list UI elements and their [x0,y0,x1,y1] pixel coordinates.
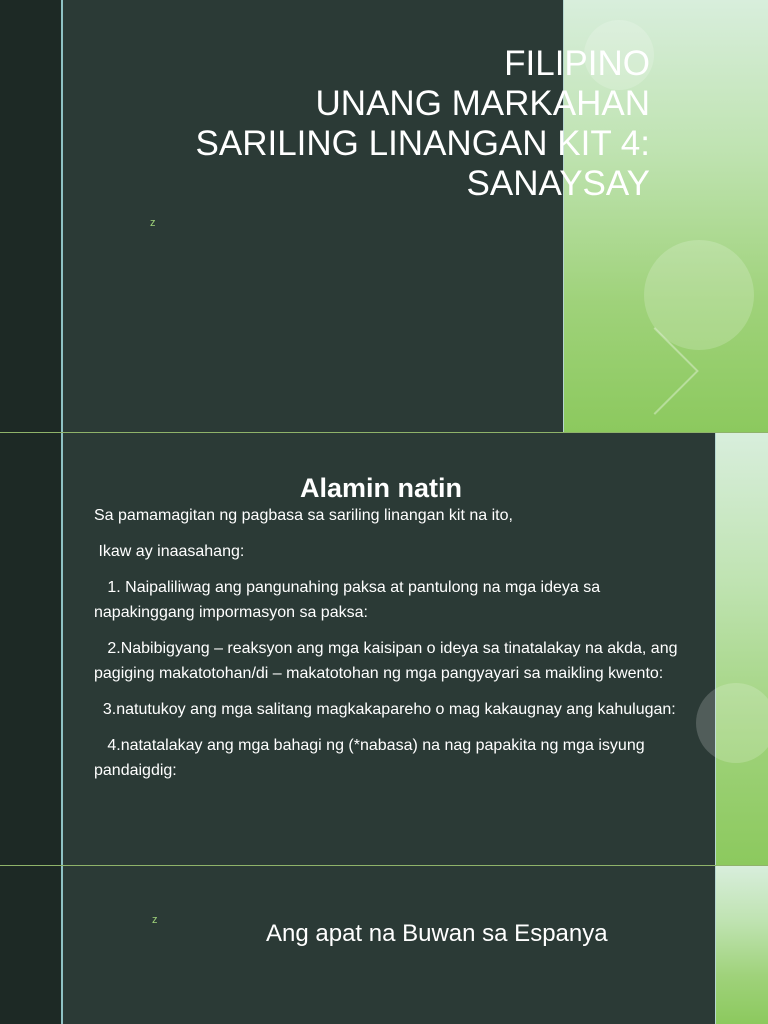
paragraph: Ikaw ay inaasahang: [94,543,245,560]
title-line: SARILING LINANGAN KIT 4: [195,124,650,163]
slide-mark: z [152,914,158,926]
paragraph: 4.natatalakay ang mga bahagi ng (*nabasa) na nag papakita ng mga isyung pandaigdig: [94,737,650,779]
content-slide [0,433,768,865]
title-line: SANAYSAY [466,164,650,203]
objectives-text [94,503,694,794]
left-accent-line [61,433,63,865]
left-band [0,0,61,432]
title-slide [0,0,768,432]
slide-heading: Alamin natin [300,473,463,503]
left-accent-line [61,866,63,1024]
paragraph: Sa pamamagitan ng pagbasa sa sariling linangan kit na ito, [94,507,513,524]
green-gradient-panel [716,433,768,865]
section-subtitle: Ang apat na Buwan sa Espanya [266,920,608,947]
slide-title [90,44,650,204]
left-accent-line [61,0,63,432]
bokeh-circle [696,683,768,763]
paragraph: 3.natutukoy ang mga salitang magkakapareho o mag kakaugnay ang kahulugan: [94,701,676,718]
slide-mark: z [150,217,156,229]
title-line: UNANG MARKAHAN [315,84,650,123]
green-gradient-panel [716,866,768,1024]
left-band [0,433,61,865]
title-line: FILIPINO [504,44,650,83]
paragraph: 2.Nabibigyang – reaksyon ang mga kaisipan o ideya sa tinatalakay na akda, ang pagiging makatotohan/di – makatotohan ng mga pangyayari sa maikling kwento: [94,640,682,682]
section-slide [0,866,768,1024]
paragraph: 1. Naipaliliwag ang pangunahing paksa at pantulong na mga ideya sa napakinggang impormasyon sa paksa: [94,579,605,621]
left-band [0,866,61,1024]
